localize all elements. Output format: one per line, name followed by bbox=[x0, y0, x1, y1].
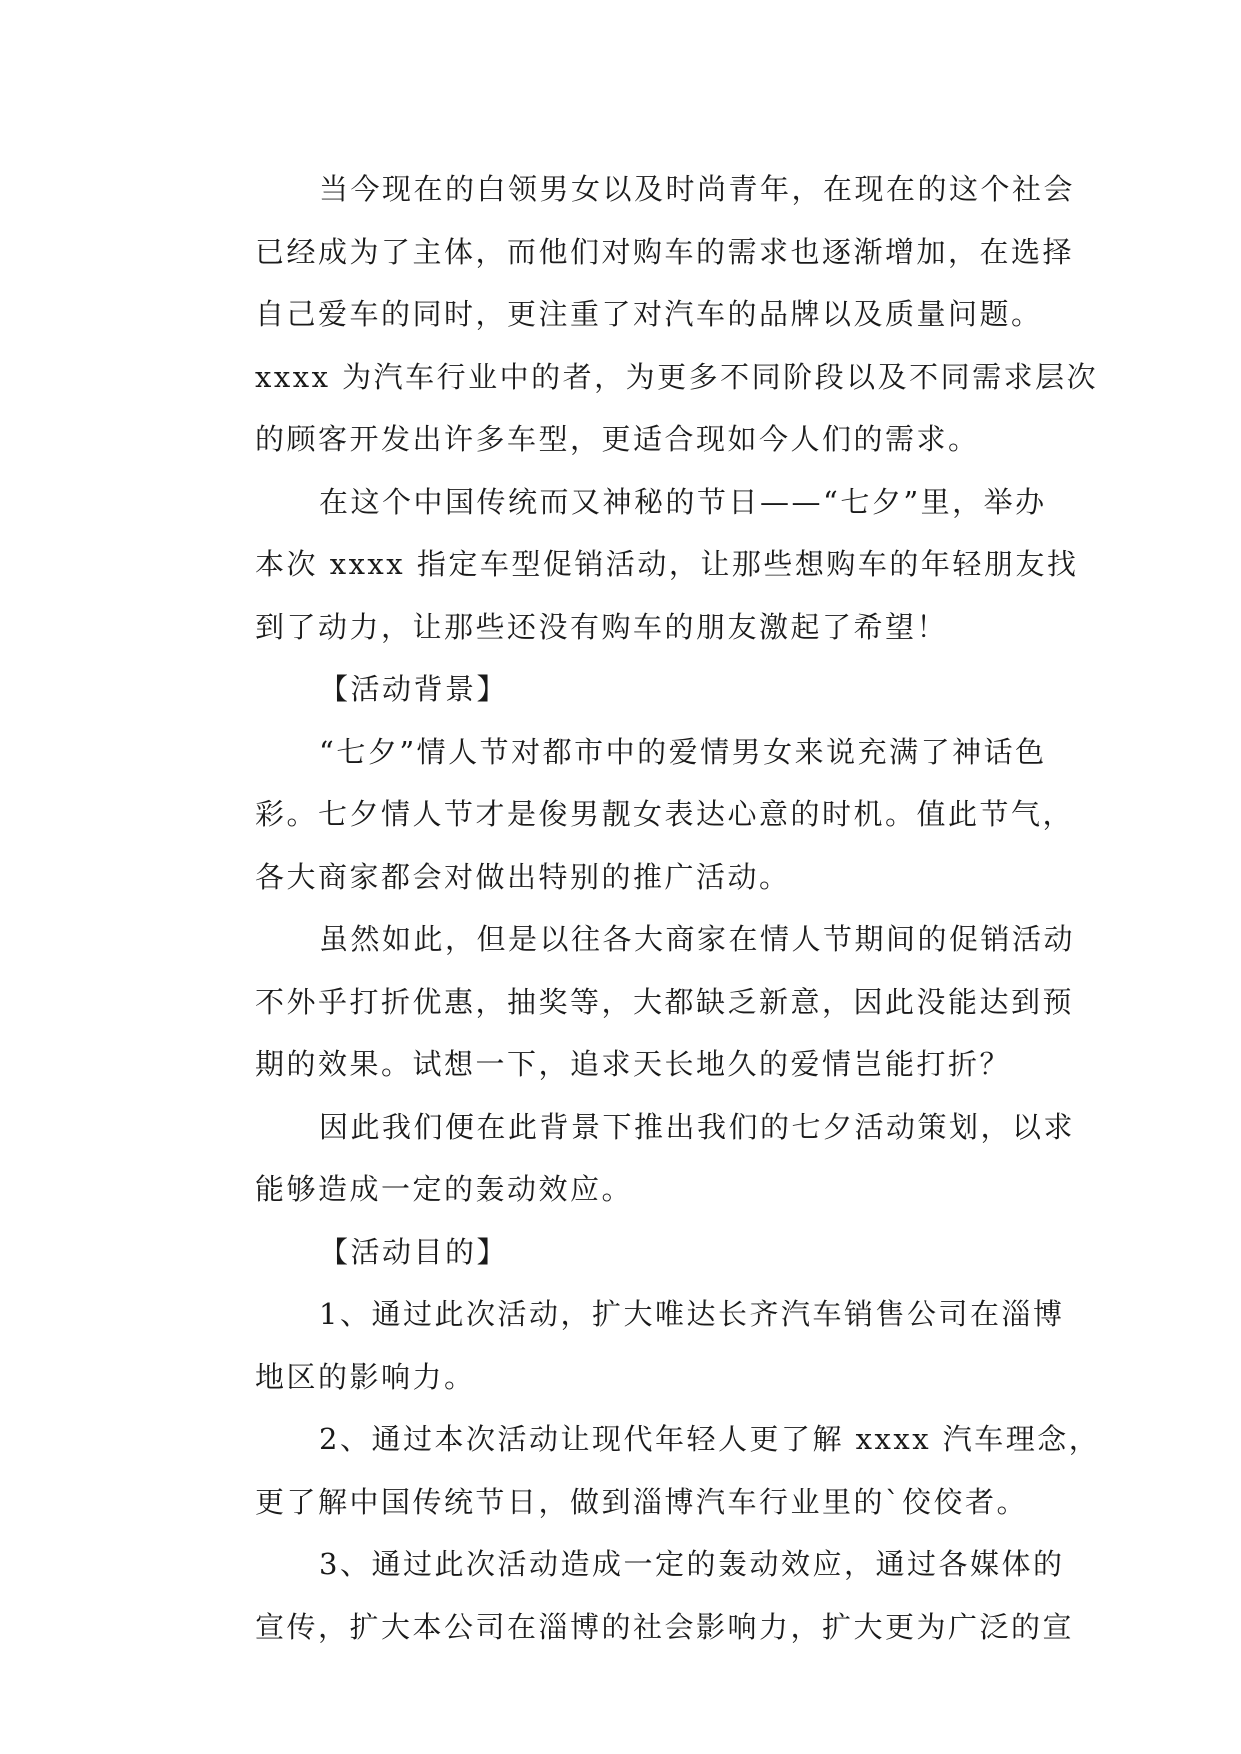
text-line: 彩。七夕情人节才是俊男靓女表达心意的时机。值此节气， bbox=[255, 797, 1075, 831]
text-line: 期的效果。试想一下，追求天长地久的爱情岂能打折？ bbox=[255, 1047, 1012, 1081]
paragraph-intro bbox=[191, 158, 1099, 471]
text-line: 到了动力，让那些还没有购车的朋友激起了希望！ bbox=[255, 609, 949, 644]
text-line: 不外乎打折优惠，抽奖等，大都缺乏新意，因此没能达到预 bbox=[255, 984, 1075, 1019]
paragraph-purpose-1 bbox=[191, 1283, 1065, 1408]
text-line: 地区的影响力。 bbox=[255, 1359, 476, 1394]
paragraph-qixi-event bbox=[191, 471, 1079, 659]
paragraph-background-3 bbox=[191, 1096, 1076, 1221]
paragraph-background-2 bbox=[191, 908, 1076, 1096]
text-line: 1、通过此次活动，扩大唯达长齐汽车销售公司在淄博 bbox=[319, 1297, 1065, 1331]
text-line: 3、通过此次活动造成一定的轰动效应，通过各媒体的 bbox=[319, 1547, 1065, 1581]
text-line: 已经成为了主体，而他们对购车的需求也逐渐增加，在选择 bbox=[255, 234, 1075, 269]
section-heading-background bbox=[191, 658, 1051, 721]
text-line: 因此我们便在此背景下推出我们的七夕活动策划，以求 bbox=[319, 1109, 1076, 1144]
text-line: 当今现在的白领男女以及时尚青年，在现在的这个社会 bbox=[319, 172, 1076, 206]
paragraph-purpose-2 bbox=[191, 1408, 1101, 1533]
text-line: 2、通过本次活动让现代年轻人更了解 xxxx 汽车理念， bbox=[319, 1422, 1101, 1456]
text-line: 虽然如此，但是以往各大商家在情人节期间的促销活动 bbox=[319, 922, 1076, 956]
text-line: 本次 xxxx 指定车型促销活动，让那些想购车的年轻朋友找 bbox=[255, 547, 1079, 581]
paragraph-background-1 bbox=[191, 721, 1075, 909]
text-line: 更了解中国传统节日，做到淄博汽车行业里的`佼佼者。 bbox=[255, 1484, 1029, 1519]
text-line: 的顾客开发出许多车型，更适合现如今人们的需求。 bbox=[255, 422, 980, 456]
text-line: 能够造成一定的轰动效应。 bbox=[255, 1172, 634, 1206]
text-line: “七夕”情人节对都市中的爱情男女来说充满了神话色 bbox=[319, 734, 1047, 769]
text-line: 在这个中国传统而又神秘的节日——“七夕”里，举办 bbox=[319, 484, 1047, 519]
text-line: xxxx 为汽车行业中的者，为更多不同阶段以及不同需求层次 bbox=[255, 359, 1099, 394]
document-body bbox=[191, 158, 1101, 1658]
text-line: 宣传，扩大本公司在淄博的社会影响力，扩大更为广泛的宣 bbox=[255, 1609, 1075, 1644]
text-line: 自己爱车的同时，更注重了对汽车的品牌以及质量问题。 bbox=[255, 297, 1043, 331]
paragraph-purpose-3 bbox=[191, 1533, 1075, 1658]
section-heading: 【活动目的】 bbox=[319, 1234, 509, 1269]
text-line: 各大商家都会对做出特别的推广活动。 bbox=[255, 859, 791, 894]
section-heading: 【活动背景】 bbox=[319, 672, 509, 706]
section-heading-purpose bbox=[191, 1221, 1051, 1284]
